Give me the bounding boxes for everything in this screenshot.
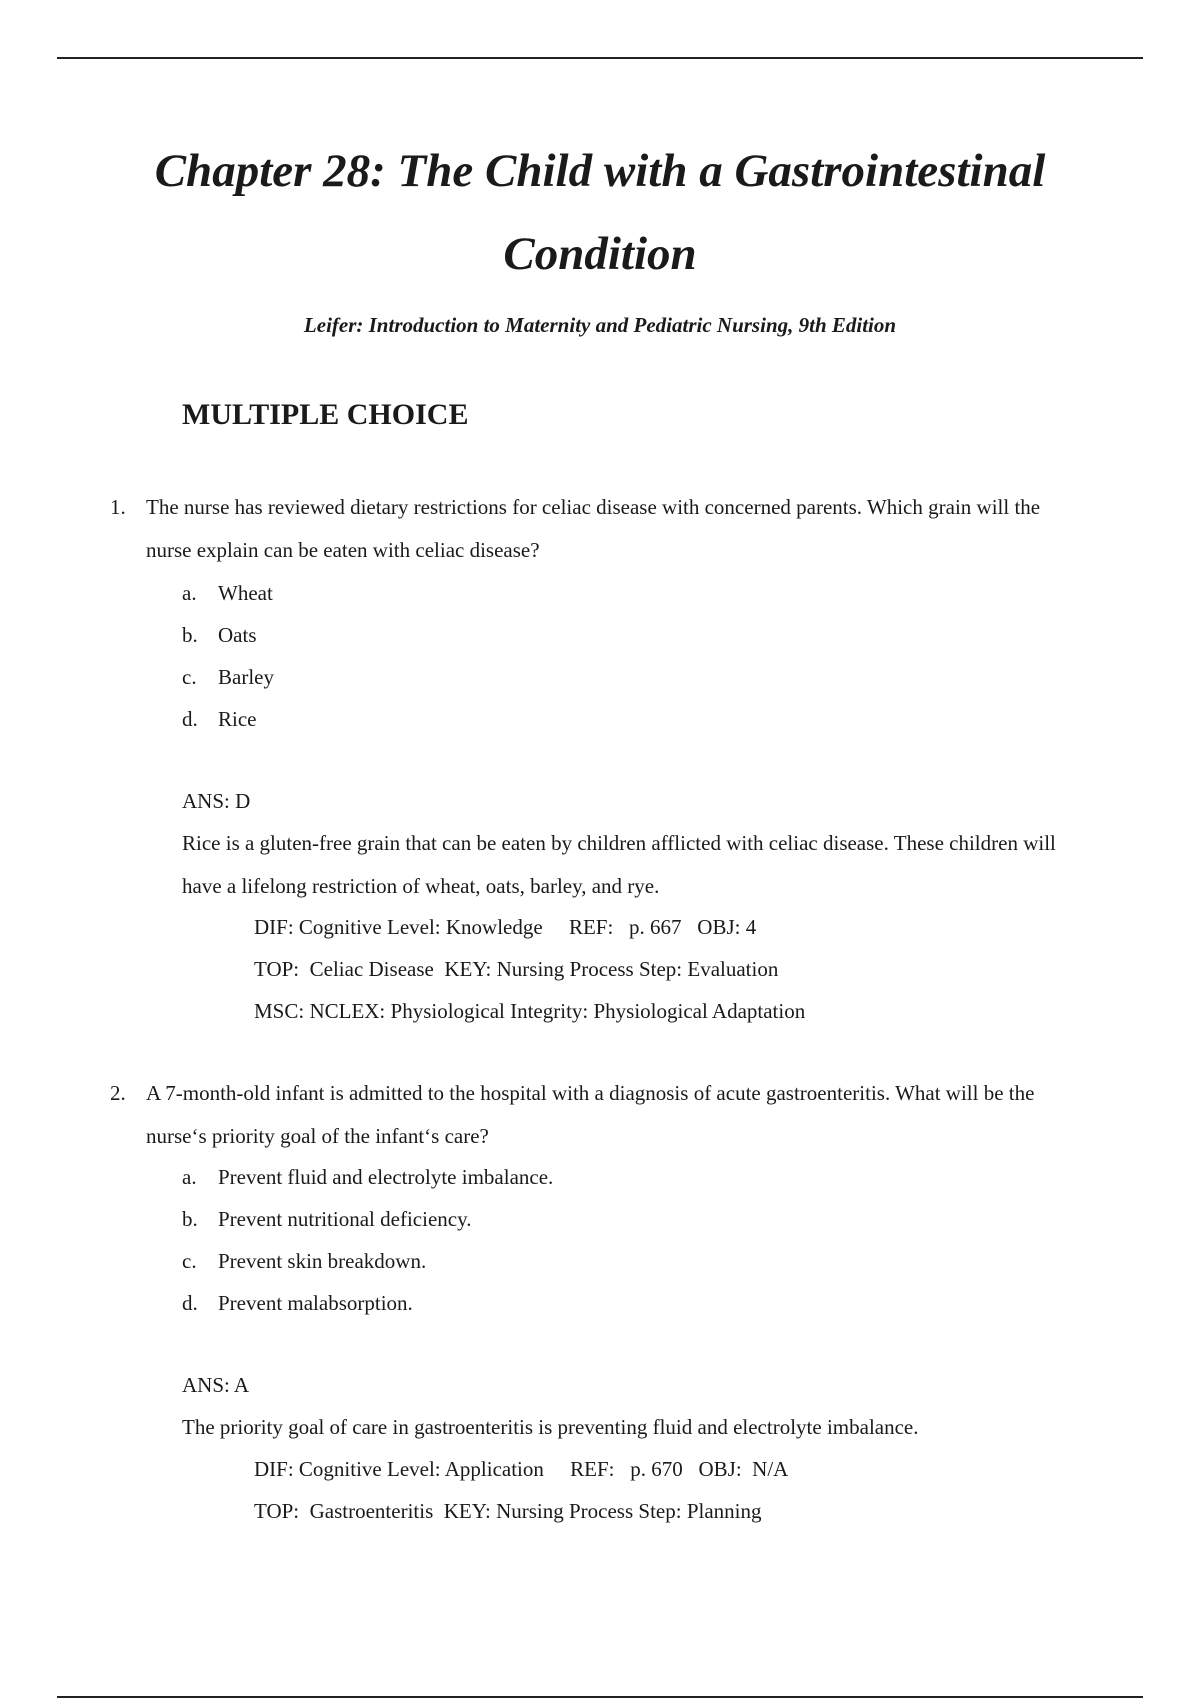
option-letter: b. [182, 623, 198, 647]
bottom-rule [57, 1696, 1143, 1698]
question-stem: The nurse has reviewed dietary restrictions for celiac disease with concerned parents. Which grain will the nurse explain can be eaten with celiac disease? [146, 495, 1041, 562]
option-letter: c. [182, 1249, 197, 1273]
top-rule [57, 57, 1143, 59]
answer-option [182, 698, 274, 740]
metadata-line: MSC: NCLEX: Physiological Integrity: Physiological Adaptation [254, 999, 806, 1023]
metadata-line: TOP: Celiac Disease KEY: Nursing Process Step: Evaluation [254, 957, 779, 981]
option-letter: b. [182, 1207, 198, 1231]
option-letter: a. [182, 581, 197, 605]
metadata-line: DIF: Cognitive Level: Application REF: p. 670 OBJ: N/A [254, 1457, 789, 1481]
answer-option [182, 1240, 553, 1282]
rationale: Rice is a gluten-free grain that can be eaten by children afflicted with celiac disease. These children will have a lifelong restriction of wheat, oats, barley, and rye. [182, 831, 1056, 898]
answer-key: ANS: D [182, 789, 251, 813]
chapter-title [0, 130, 1200, 296]
rationale: The priority goal of care in gastroenteritis is preventing fluid and electrolyte imbalance. [182, 1415, 919, 1439]
answer-option [182, 614, 274, 656]
option-letter: d. [182, 1291, 198, 1315]
option-text: Prevent nutritional deficiency. [218, 1207, 472, 1231]
option-letter: a. [182, 1165, 197, 1189]
answer-option [182, 1282, 553, 1324]
answer-option [182, 1156, 553, 1198]
answer-key: ANS: A [182, 1373, 250, 1397]
metadata-line: TOP: Gastroenteritis KEY: Nursing Process Step: Planning [254, 1499, 762, 1523]
answer-option [182, 572, 274, 614]
answer-option [182, 1198, 553, 1240]
option-text: Barley [218, 665, 274, 689]
question-stem: A 7-month-old infant is admitted to the hospital with a diagnosis of acute gastroenteritis. What will be the nurse‘s priority goal of the infant‘s care? [146, 1081, 1035, 1148]
option-text: Rice [218, 707, 257, 731]
section-heading: MULTIPLE CHOICE [182, 398, 469, 431]
answer-options [182, 1156, 553, 1324]
option-letter: d. [182, 707, 198, 731]
option-text: Prevent fluid and electrolyte imbalance. [218, 1165, 554, 1189]
question-metadata [254, 906, 805, 1032]
option-letter: c. [182, 665, 197, 689]
answer-options [182, 572, 274, 740]
question-number: 1. [110, 495, 126, 519]
book-subtitle: Leifer: Introduction to Maternity and Pediatric Nursing, 9th Edition [303, 313, 897, 337]
question-metadata [254, 1448, 788, 1532]
option-text: Prevent malabsorption. [218, 1291, 413, 1315]
metadata-line: DIF: Cognitive Level: Knowledge REF: p. 667 OBJ: 4 [254, 915, 757, 939]
option-text: Prevent skin breakdown. [218, 1249, 427, 1273]
answer-option [182, 656, 274, 698]
chapter-title-line-1: Chapter 28: The Child with a Gastrointestinal [154, 145, 1046, 197]
option-text: Oats [218, 623, 257, 647]
question-number: 2. [110, 1081, 126, 1105]
chapter-title-line-2: Condition [503, 228, 697, 280]
option-text: Wheat [218, 581, 273, 605]
